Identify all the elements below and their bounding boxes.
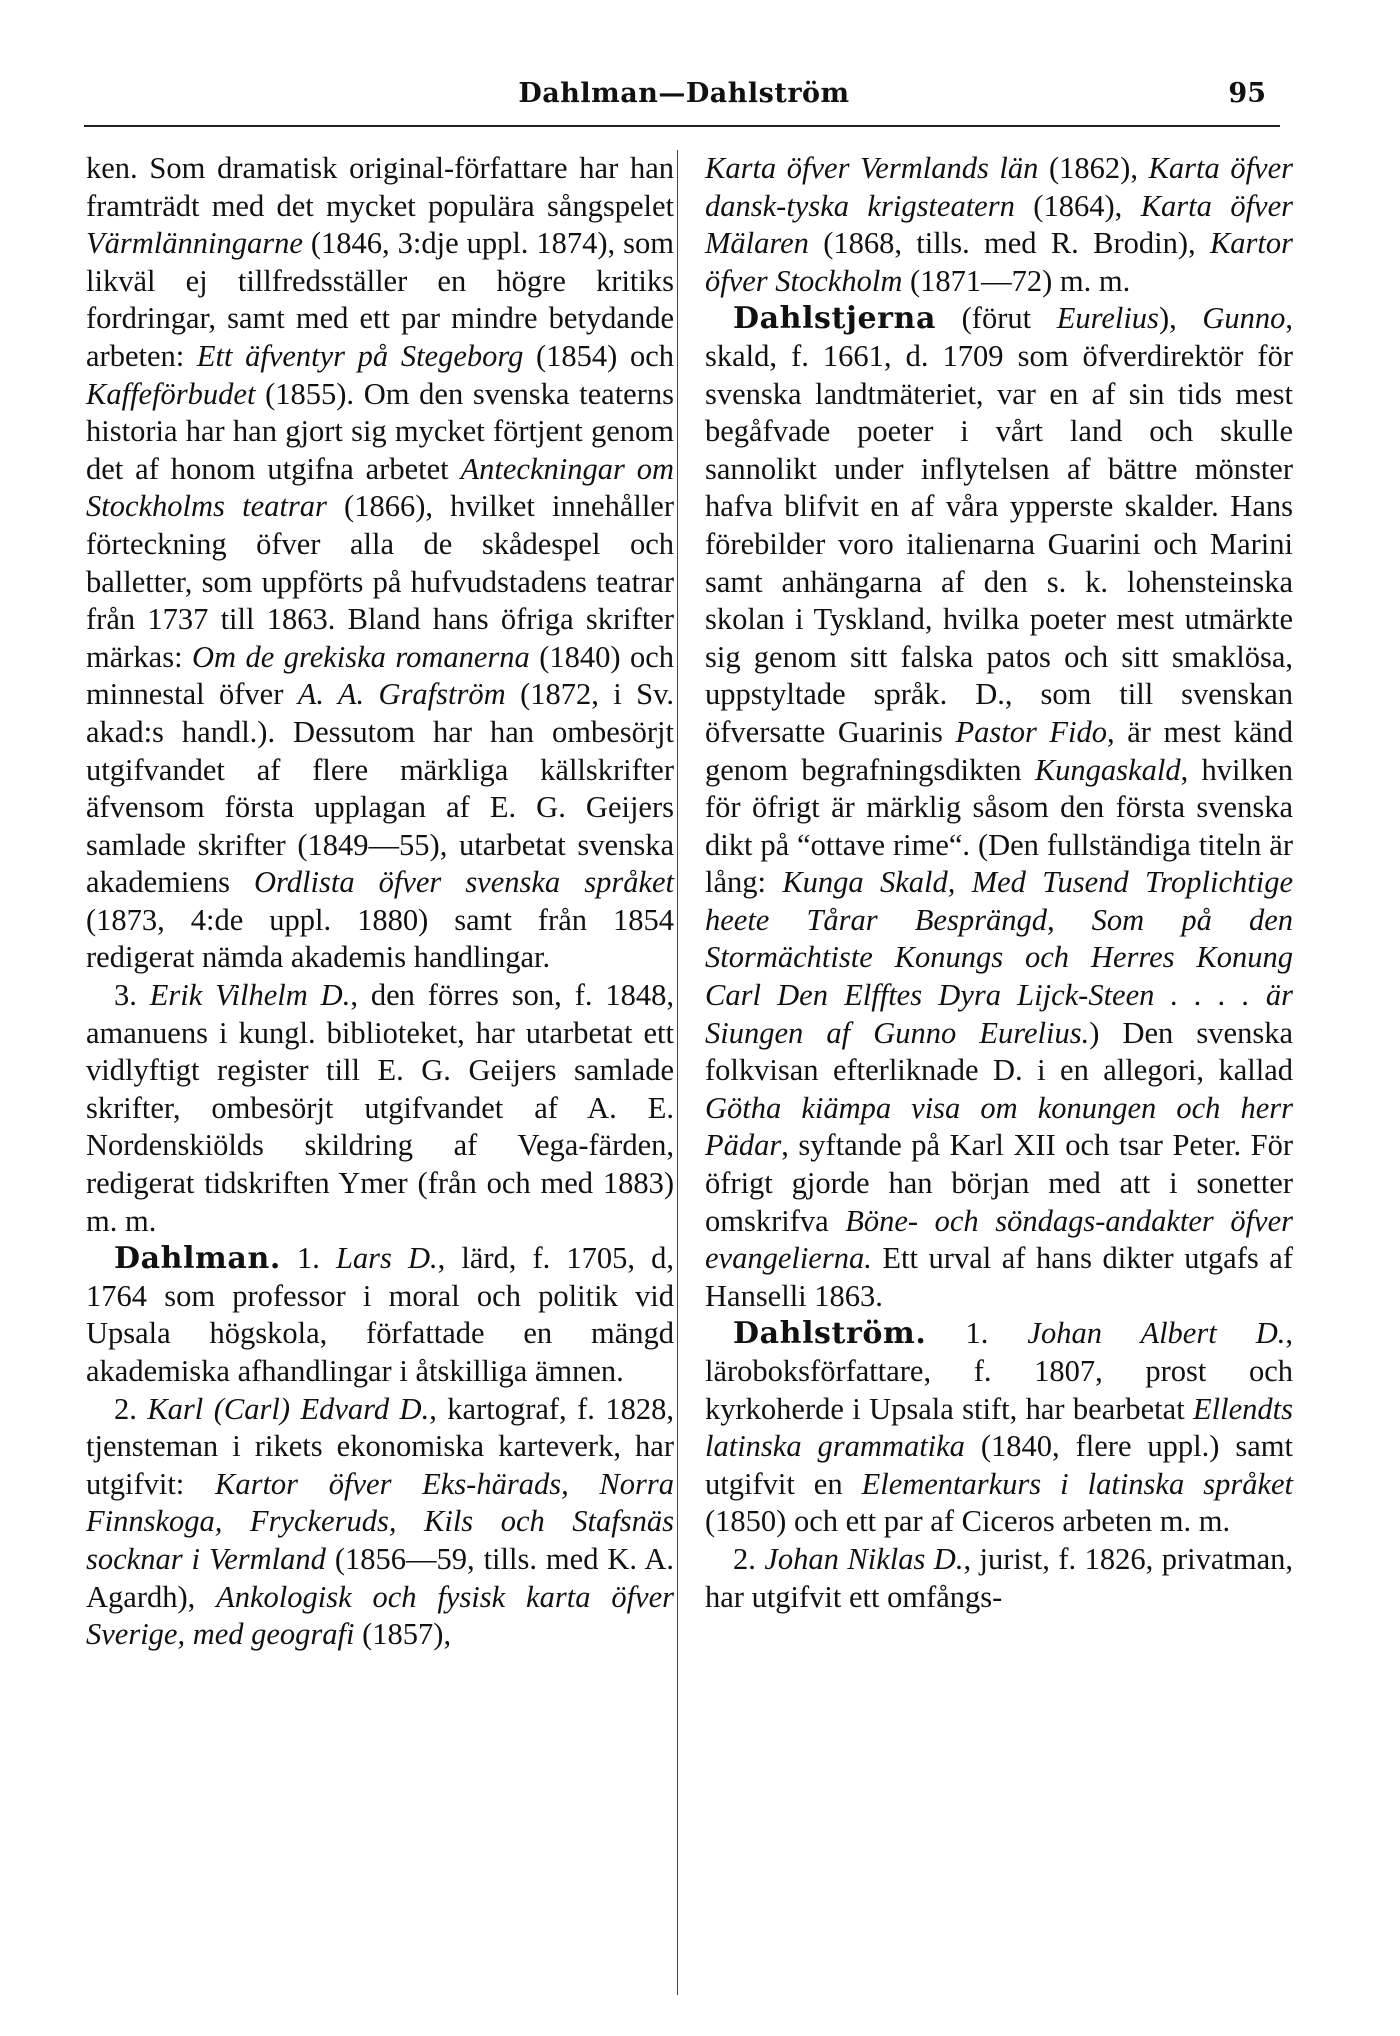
text-span: (1856—59, tills. med K. A. Agardh), <box>86 1541 674 1614</box>
entry-subitem <box>86 977 674 1240</box>
headword: Dahlman. <box>114 1241 281 1277</box>
text-span: (1864), <box>1014 188 1141 223</box>
text-span: (1862), <box>1038 151 1149 185</box>
header-rule <box>84 125 1280 127</box>
work-title: Ellendts latinska grammatika <box>705 1391 1293 1464</box>
text-span: 3. <box>114 978 150 1013</box>
entry-dahlman <box>86 1240 674 1390</box>
text-span: (1854) och <box>523 338 675 373</box>
entry-subitem <box>705 1541 1293 1616</box>
work-title: Karta öfver dansk-tyska krigsteatern <box>705 151 1293 223</box>
text-span: (förut <box>936 301 1057 336</box>
work-title: Kartor öfver Eks-härads, Norra Finnskoga, Fryckeruds, Kils och Stafsnäs socknar i Vermland <box>86 1466 674 1576</box>
text-span: (1840, flere uppl.) samt utgifvit en <box>705 1429 1293 1501</box>
text-span: (1846, 3:dje uppl. 1874), som likväl ej tillfredsställer en högre kritiks fordringar, samt med ett par mindre betydande arbeten: <box>86 226 674 373</box>
text-span: 1. <box>926 1316 1028 1351</box>
work-title: Ordlista öfver svenska språket <box>254 865 674 900</box>
entry-subitem <box>86 1391 674 1654</box>
work-title: Karta öfver Mälaren <box>705 188 1293 261</box>
person-name: Karl (Carl) Edvard D. <box>147 1391 430 1426</box>
right-column <box>705 150 1293 1616</box>
work-title: Böne- och söndags-andakter öfver evangelierna. <box>705 1203 1294 1276</box>
work-title: Anteckningar om Stockholms teatrar <box>86 451 674 524</box>
work-title: Kartor öfver Stockholm <box>705 226 1293 298</box>
work-title: Ett äfventyr på Stegeborg <box>196 338 524 373</box>
text-span: , läroboksförfattare, f. 1807, prost och kyrkoherde i Upsala stift, har bearbetat <box>705 1316 1294 1426</box>
text-span: (1871—72) m. m. <box>902 263 1131 298</box>
person-name: Lars D. <box>335 1241 438 1276</box>
text-span: , syftande på Karl XII och tsar Peter. För öfrigt gjorde han början med att i sonetter omskrifva <box>705 1128 1293 1238</box>
work-title: Kungaskald <box>1034 752 1181 787</box>
text-span: (1873, 4:de uppl. 1880) samt från 1854 redigerat nämda akademis handlingar. <box>86 902 674 975</box>
text-span: 1. <box>280 1241 336 1276</box>
text-span: , skald, f. 1661, d. 1709 som öfverdirektör för svenska landtmäteriet, var en af sin tids mest begåfvade poeter i vårt land och skulle sannolikt under inflytelsen af bättre mönster hafva blifvit en af våra ypperste skalder. Hans förebilder voro italienarna Guarini och Marini samt anhängarna af den s. k. lohensteinska skolan i Tyskland, hvilka poeter mest utmärkte sig genom sitt falska patos och sitt smaklösa, uppstyltade språk. D., som till svenskan öfversatte Guarinis <box>705 301 1293 749</box>
person-name: Johan Niklas D. <box>764 1541 964 1576</box>
text-span: (1857), <box>354 1617 452 1652</box>
entry-continuation <box>86 150 674 977</box>
work-title: Elementarkurs i latinska språket <box>861 1466 1293 1501</box>
text-span: Ett urval af hans dikter utgafs af Hanselli 1863. <box>705 1241 1293 1313</box>
work-title: Ankologisk och fysisk karta öfver Sverige, med geografi <box>86 1579 674 1652</box>
text-span: (1866), hvilket innehåller förteckning öfver alla de skådespel och balletter, som uppförts på hufvudstadens teatrar från 1737 till 1863. Bland hans öfriga skrifter märkas: <box>86 489 674 674</box>
headword: Dahlström. <box>733 1316 927 1352</box>
text-span: (1850) och ett par af Ciceros arbeten m. m. <box>705 1504 1231 1539</box>
text-span: ) Den svenska folkvisan efterliknade D. i en allegori, kallad <box>705 1015 1293 1088</box>
page-number: 95 <box>1228 78 1266 109</box>
page-title: Dahlman—Dahlström <box>518 78 850 109</box>
text-span: , den förres son, f. 1848, amanuens i kungl. biblioteket, har utarbetat ett vidlyftigt register till E. G. Geijers samlade skrifter, ombesörjt utgifvandet af A. E. Nordenskiölds skildring af Vega-färden, redigerat tidskriften Ymer (från och med 1883) m. m. <box>86 978 675 1238</box>
person-name: Johan Albert D. <box>1027 1316 1286 1351</box>
text-span: (1868, tills. med R. Brodin), <box>808 226 1210 261</box>
column-divider <box>677 150 678 1995</box>
text-span: , jurist, f. 1826, privatman, har utgifvit ett omfångs- <box>705 1541 1293 1614</box>
text-span: 2. <box>733 1541 765 1576</box>
text-span: , är mest känd genom begrafningsdikten <box>705 714 1294 787</box>
text-span: , lärd, f. 1705, d, 1764 som professor i moral och politik vid Upsala högskola, författade en mängd akademiska afhandlingar i åtskilliga ämnen. <box>86 1241 674 1388</box>
work-title: Karta öfver Vermlands län <box>705 151 1039 185</box>
text-span: , kartograf, f. 1828, tjensteman i rikets ekonomiska karteverk, har utgifvit: <box>86 1391 674 1501</box>
work-title: Kaffeförbudet <box>86 376 256 411</box>
entry-dahlstrom <box>705 1315 1293 1541</box>
text-span: (1855). Om den svenska teaterns historia har han gjort sig mycket förtjent genom det af honom utgifna arbetet <box>86 376 674 486</box>
text-span: (1872, i Sv. akad:s handl.). Dessutom har han ombesörjt utgifvandet af flere märkliga källskrifter äfvensom första upplagan af E. G. Geijers samlade skrifter (1849—55), utarbetat svenska akademiens <box>86 677 674 900</box>
entry-dahlstjerna <box>705 300 1293 1315</box>
entry-continuation <box>705 150 1293 300</box>
work-title: Värmlänningarne <box>86 226 303 261</box>
text-span: (1840) och minnestal öfver <box>86 639 674 712</box>
work-title: Pastor Fido <box>955 714 1108 749</box>
text-span: 2. <box>114 1391 148 1426</box>
text-span: ken. Som dramatisk original-författare har han framträdt med det mycket populära sångspelet <box>86 151 674 223</box>
work-title: Kunga Skald, Med Tusend Troplichtige heete Tårar Besprängd, Som på den Stormächtiste Konungs och Herres Konung Carl Den Elfftes Dyra Lijck-Steen . . . . är Siungen af Gunno Eurelius. <box>705 865 1293 1050</box>
work-title: Götha kiämpa visa om konungen och herr Pädar <box>705 1090 1293 1163</box>
person-name: Eurelius <box>1056 301 1159 336</box>
person-name: Gunno <box>1202 301 1286 336</box>
person-name: A. A. Grafström <box>297 677 506 712</box>
running-header <box>88 78 1280 122</box>
person-name: Erik Vilhelm D. <box>149 978 351 1013</box>
left-column <box>86 150 674 1654</box>
work-title: Om de grekiska romanerna <box>192 639 530 674</box>
text-span: ), <box>1158 301 1203 336</box>
headword: Dahlstjerna <box>733 301 937 337</box>
text-span: , hvilken för öfrigt är märklig såsom den första svenska dikt på “ottave rime“. (Den fullständiga titeln är lång: <box>705 752 1293 900</box>
